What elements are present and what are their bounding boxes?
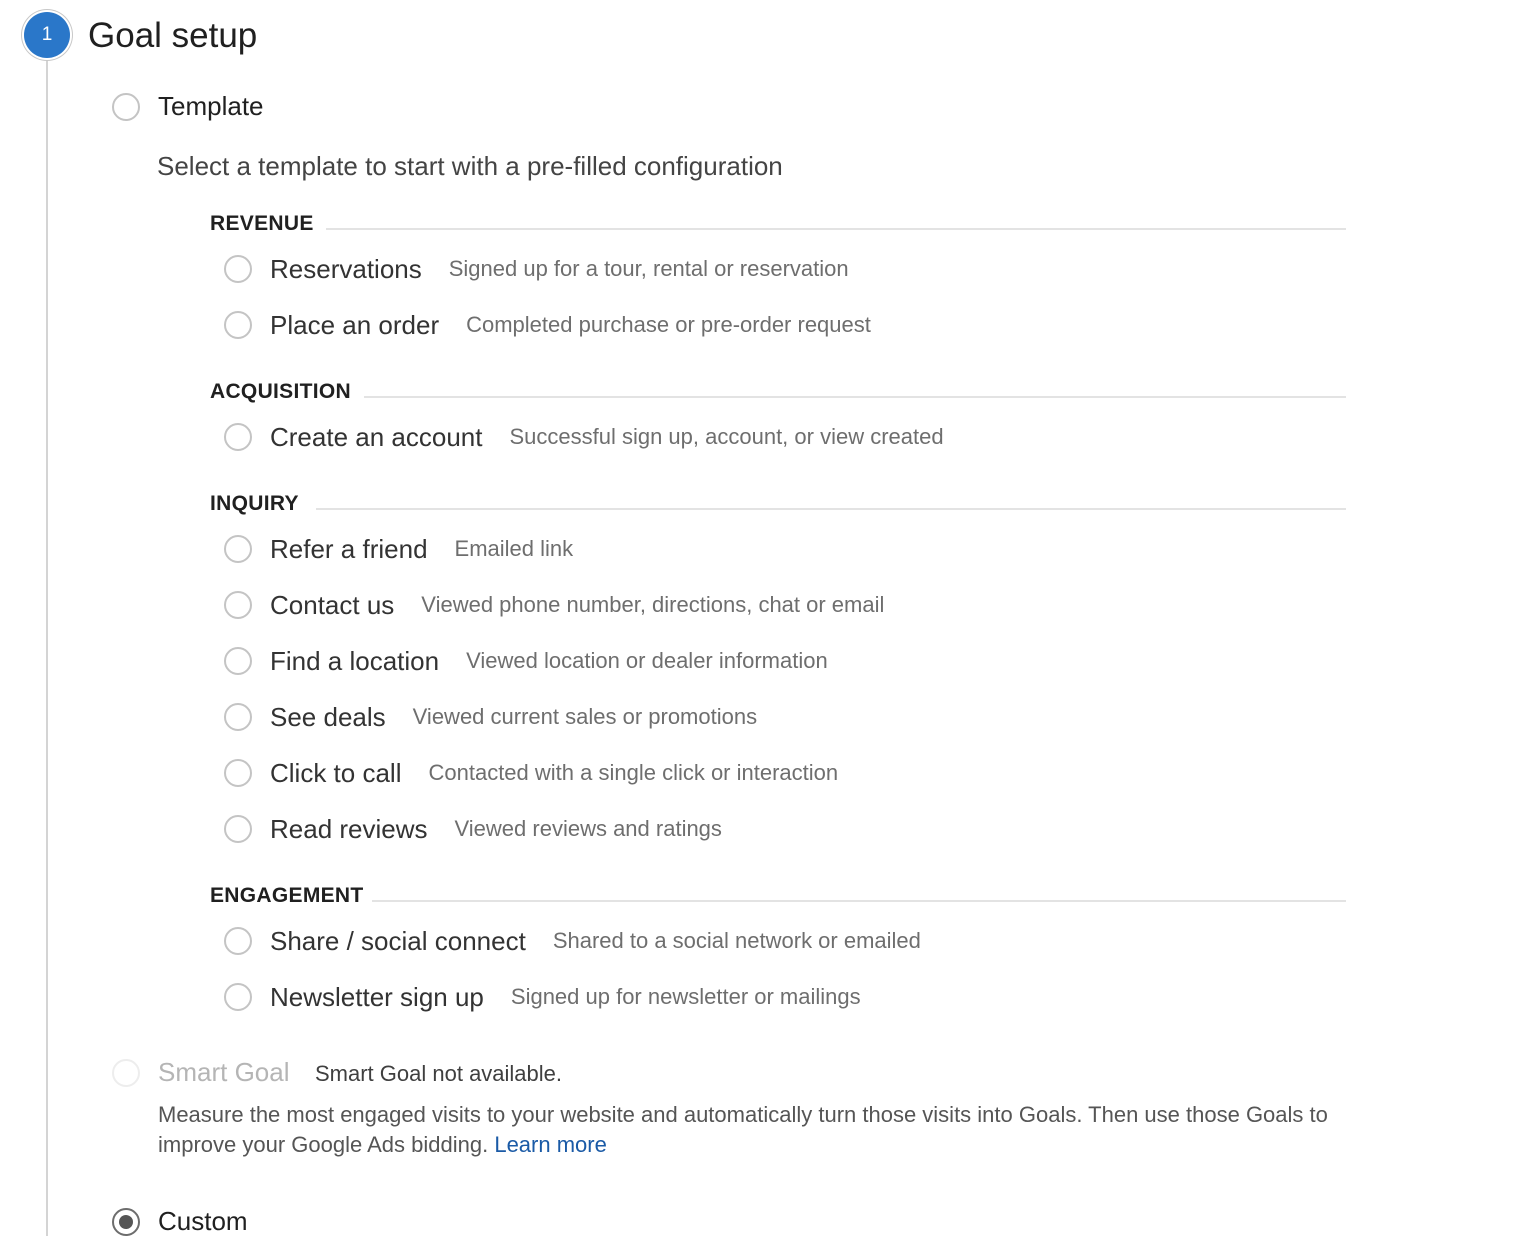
option-label: Find a location — [270, 645, 440, 676]
option-newsletter-sign-up[interactable] — [224, 980, 861, 1014]
option-description: Viewed phone number, directions, chat or email — [421, 592, 885, 617]
option-radio[interactable] — [224, 311, 252, 339]
option-description: Signed up for a tour, rental or reservation — [448, 256, 849, 281]
step-title: Goal setup — [88, 16, 258, 55]
option-label: See deals — [270, 701, 386, 732]
option-radio[interactable] — [224, 423, 252, 451]
option-radio[interactable] — [224, 759, 252, 787]
template-radio[interactable] — [112, 93, 140, 121]
section-divider — [326, 228, 1346, 230]
option-description: Completed purchase or pre-order request — [466, 312, 871, 337]
smart-goal-description-text: Measure the most engaged visits to your website and automatically turn those visits into Goals. Then use those Goals to improve your Google Ads bidding. — [158, 1102, 1328, 1157]
step-number-badge: 1 — [24, 12, 70, 58]
section-divider — [372, 900, 1346, 902]
custom-label[interactable]: Custom — [158, 1206, 248, 1236]
option-create-an-account[interactable] — [224, 420, 944, 454]
smart-goal-description — [158, 1100, 1358, 1160]
section-header-inquiry: INQUIRY — [210, 492, 299, 515]
option-see-deals[interactable] — [224, 700, 757, 734]
option-share-social-connect[interactable] — [224, 924, 921, 958]
option-click-to-call[interactable] — [224, 756, 838, 790]
option-radio[interactable] — [224, 815, 252, 843]
option-find-a-location[interactable] — [224, 644, 828, 678]
smart-goal-unavailable-note: Smart Goal not available. — [315, 1061, 563, 1086]
template-label[interactable]: Template — [158, 91, 264, 121]
section-header-revenue: REVENUE — [210, 212, 314, 235]
option-label: Click to call — [270, 757, 402, 788]
option-description: Viewed location or dealer information — [466, 648, 828, 673]
option-label: Share / social connect — [270, 925, 526, 956]
section-divider — [364, 396, 1346, 398]
option-contact-us[interactable] — [224, 588, 884, 622]
option-description: Contacted with a single click or interaction — [428, 760, 839, 785]
option-read-reviews[interactable] — [224, 812, 722, 846]
option-refer-a-friend[interactable] — [224, 532, 573, 566]
smart-goal-radio — [112, 1059, 140, 1087]
option-place-an-order[interactable] — [224, 308, 871, 342]
option-label: Newsletter sign up — [270, 981, 484, 1012]
section-header-acquisition: ACQUISITION — [210, 380, 351, 403]
step-connector-line — [46, 56, 48, 1236]
option-radio[interactable] — [224, 927, 252, 955]
option-description: Emailed link — [454, 536, 574, 561]
option-label: Create an account — [270, 421, 483, 452]
section-header-engagement: ENGAGEMENT — [210, 884, 364, 907]
smart-goal-label: Smart Goal — [158, 1057, 290, 1087]
option-description: Signed up for newsletter or mailings — [510, 984, 861, 1009]
template-intro-text: Select a template to start with a pre-filled configuration — [157, 151, 783, 181]
option-description: Successful sign up, account, or view created — [509, 424, 944, 449]
option-label: Read reviews — [270, 813, 428, 844]
option-radio[interactable] — [224, 535, 252, 563]
option-radio[interactable] — [224, 255, 252, 283]
option-label: Refer a friend — [270, 533, 428, 564]
option-description: Viewed reviews and ratings — [454, 816, 722, 841]
option-radio[interactable] — [224, 591, 252, 619]
option-description: Shared to a social network or emailed — [552, 928, 921, 953]
option-label: Contact us — [270, 589, 395, 620]
option-reservations[interactable] — [224, 252, 849, 286]
custom-radio[interactable] — [112, 1208, 140, 1236]
option-label: Reservations — [270, 253, 422, 284]
learn-more-link[interactable]: Learn more — [494, 1132, 607, 1157]
section-divider — [316, 508, 1346, 510]
option-radio[interactable] — [224, 647, 252, 675]
option-radio[interactable] — [224, 983, 252, 1011]
option-label: Place an order — [270, 309, 440, 340]
option-description: Viewed current sales or promotions — [412, 704, 758, 729]
option-radio[interactable] — [224, 703, 252, 731]
